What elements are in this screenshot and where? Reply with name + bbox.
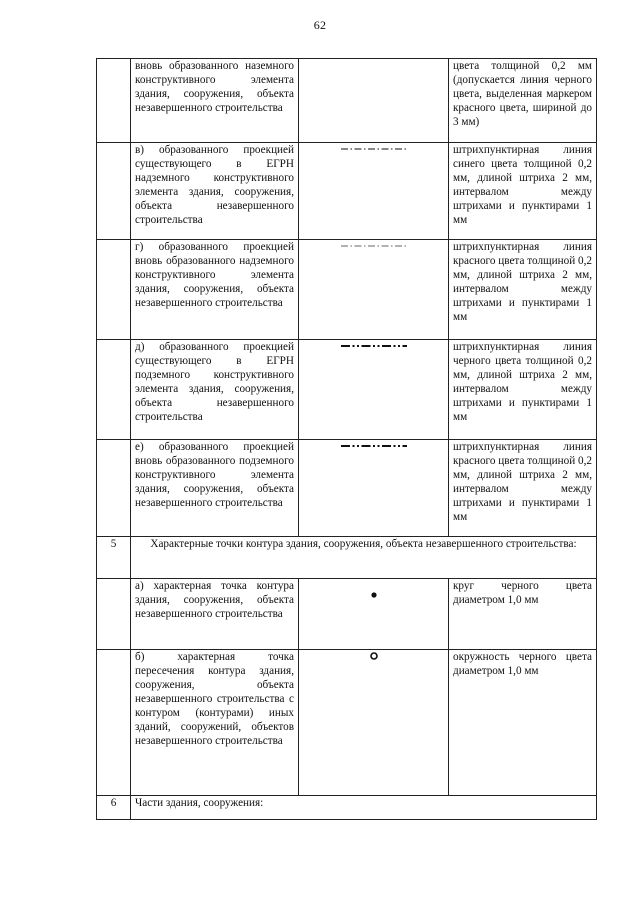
symbol-cell: [299, 579, 449, 650]
object-description: а) характерная точка контура здания, сооружения, объекта незавершенного строительства: [131, 579, 299, 650]
object-description: в) образованного проекцией существующего в ЕГРН надземного конструктивного элемента здания, сооружения, объекта незавершенного строительства: [131, 143, 299, 240]
table-row: [97, 650, 597, 796]
symbol-style-description: штрихпунктирная линия черного цвета толщиной 0,2 мм, длиной штриха 2 мм, интервалом между штрихами и пунктирами 1 мм: [449, 340, 597, 440]
symbol-style-description: цвета толщиной 0,2 мм (допускается линия черного цвета, выделенная маркером красного цвета, шириной до 3 мм): [449, 59, 597, 143]
symbols-table: [96, 58, 597, 820]
dash-dot-line-blue-thin-icon: [339, 145, 409, 153]
row-number-cell: [97, 143, 131, 240]
section-number: 5: [97, 537, 131, 579]
object-description: д) образованного проекцией существующего в ЕГРН подземного конструктивного элемента здания, сооружения, объекта незавершенного строительства: [131, 340, 299, 440]
section-title: Части здания, сооружения:: [131, 796, 597, 820]
table-row: [97, 440, 597, 537]
symbol-cell: [299, 59, 449, 143]
symbol-cell: [299, 440, 449, 537]
section-header-row: [97, 796, 597, 820]
dash-dot-line-black-bold-icon: [339, 342, 409, 350]
row-number-cell: [97, 59, 131, 143]
symbol-style-description: штрихпунктирная линия красного цвета толщиной 0,2 мм, длиной штриха 2 мм, интервалом между штрихами и пунктирами 1 мм: [449, 440, 597, 537]
symbol-cell: [299, 340, 449, 440]
symbol-style-description: окружность черного цвета диаметром 1,0 мм: [449, 650, 597, 796]
symbol-cell: [299, 143, 449, 240]
table-row: [97, 340, 597, 440]
table-row: [97, 579, 597, 650]
table-row: [97, 240, 597, 340]
filled-dot-icon: [368, 589, 380, 601]
row-number-cell: [97, 650, 131, 796]
object-description: б) характерная точка пересечения контура здания, сооружения, объекта незавершенного строительства с контуром (контурами) иных зданий, сооружений, объектов незавершенного строительства: [131, 650, 299, 796]
section-title: Характерные точки контура здания, сооружения, объекта незавершенного строительства:: [131, 537, 597, 579]
symbol-cell: [299, 650, 449, 796]
row-number-cell: [97, 240, 131, 340]
object-description: г) образованного проекцией вновь образованного надземного конструктивного элемента здания, сооружения, объекта незавершенного строительства: [131, 240, 299, 340]
row-number-cell: [97, 440, 131, 537]
object-description: е) образованного проекцией вновь образованного подземного конструктивного элемента здания, сооружения, объекта незавершенного строительства: [131, 440, 299, 537]
hollow-circle-icon: [368, 650, 380, 662]
dash-dot-line-red-thin-icon: [339, 242, 409, 250]
row-number-cell: [97, 340, 131, 440]
symbol-style-description: штрихпунктирная линия красного цвета толщиной 0,2 мм, длиной штриха 2 мм, интервалом между штрихами и пунктирами 1 мм: [449, 240, 597, 340]
symbol-style-description: круг черного цвета диаметром 1,0 мм: [449, 579, 597, 650]
dash-dot-line-red-bold-icon: [339, 442, 409, 450]
table-row: [97, 143, 597, 240]
row-number-cell: [97, 579, 131, 650]
page-number: 62: [313, 18, 327, 32]
section-number: 6: [97, 796, 131, 820]
table-row: [97, 59, 597, 143]
symbol-style-description: штрихпунктирная линия синего цвета толщиной 0,2 мм, длиной штриха 2 мм, интервалом между штрихами и пунктирами 1 мм: [449, 143, 597, 240]
section-header-row: [97, 537, 597, 579]
object-description: вновь образованного наземного конструктивного элемента здания, сооружения, объекта незавершенного строительства: [131, 59, 299, 143]
symbol-cell: [299, 240, 449, 340]
